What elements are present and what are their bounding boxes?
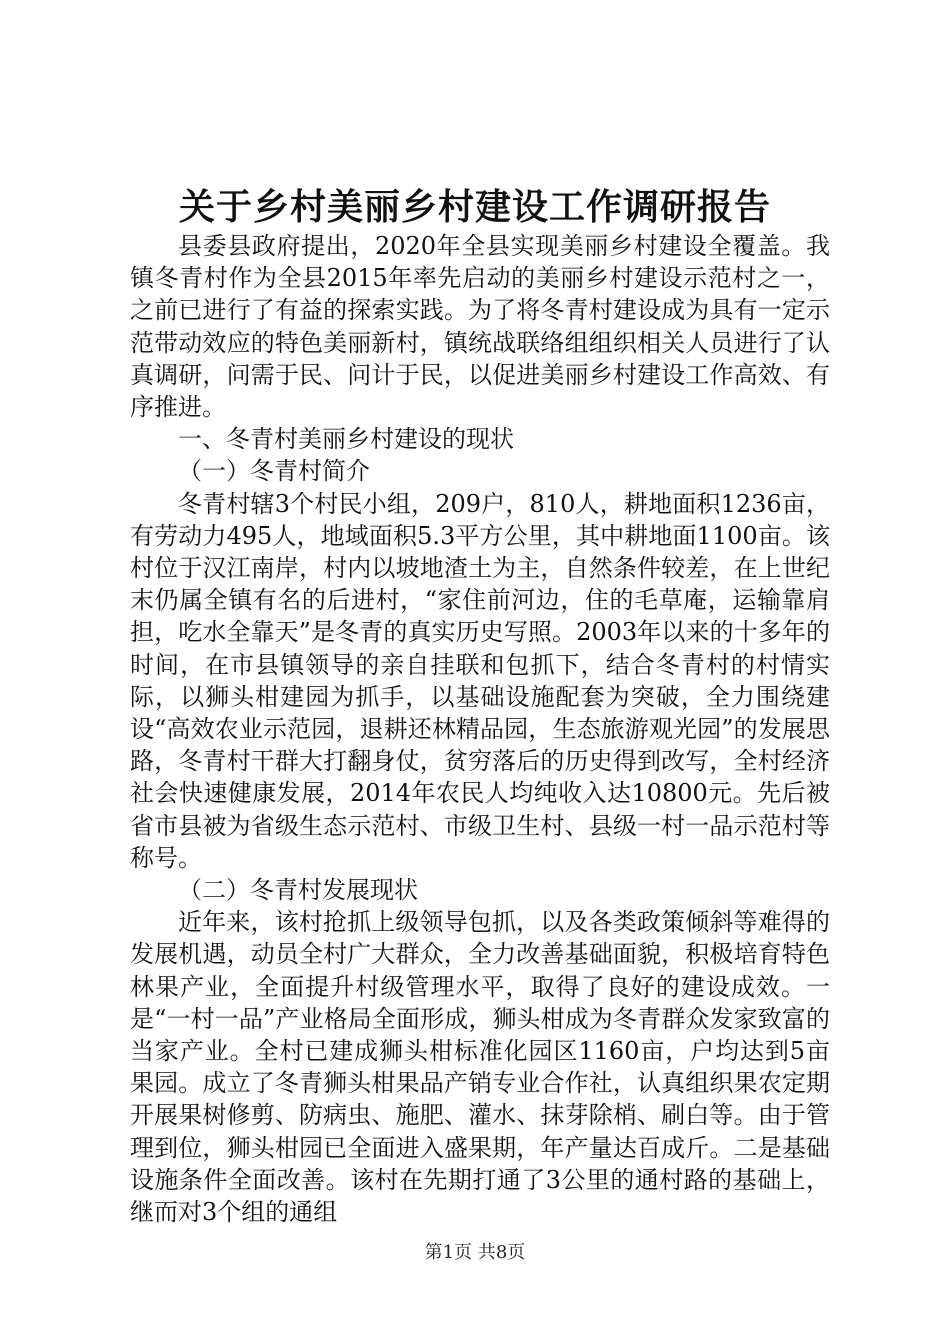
subsection-heading-1: （一）冬青村简介	[178, 457, 370, 486]
document-body	[130, 230, 830, 1228]
subsection-heading-2: （二）冬青村发展现状	[178, 876, 418, 905]
intro-paragraph: 县委县政府提出，2020年全县实现美丽乡村建设全覆盖。我镇冬青村作为全县2015年率先启动的美丽乡村建设示范村之一，之前已进行了有益的探索实践。为了将冬青村建设成为具有一定示范带动效应的特色美丽新村，镇统战联络组组织相关人员进行了认真调研，问需于民、问计于民，以促进美丽乡村建设工作高效、有序推进。	[130, 232, 830, 422]
document-title: 关于乡村美丽乡村建设工作调研报告	[178, 186, 771, 228]
development-paragraph: 近年来，该村抢抓上级领导包抓，以及各类政策倾斜等难得的发展机遇，动员全村广大群众，全力改善基础面貌，积极培育特色林果产业，全面提升村级管理水平，取得了良好的建设成效。一是“一村一品”产业格局全面形成，狮头柑成为冬青群众发家致富的当家产业。全村已建成狮头柑标准化园区1160亩，户均达到5亩果园。成立了冬青狮头柑果品产销专业合作社，认真组织果农定期开展果树修剪、防病虫、施肥、灌水、抹芽除梢、刷白等。由于管理到位，狮头柑园已全面进入盛果期，年产量达百成斤。二是基础设施条件全面改善。该村在先期打通了3公里的通村路的基础上，继而对3个组的通组	[130, 908, 830, 1227]
section-heading-1: 一、冬青村美丽乡村建设的现状	[178, 425, 514, 454]
village-intro-paragraph: 冬青村辖3个村民小组，209户，810人，耕地面积1236亩，有劳动力495人，地域面积5.3平方公里，其中耕地面1100亩。该村位于汉江南岸，村内以坡地渣土为主，自然条件较差，在上世纪末仍属全镇有名的后进村，“家住前河边，住的毛草庵，运输靠肩担，吃水全靠天”是冬青的真实历史写照。2003年以来的十多年的时间，在市县镇领导的亲自挂联和包抓下，结合冬青村的村情实际，以狮头柑建园为抓手，以基础设施配套为突破，全力围绕建设“高效农业示范园，退耕还林精品园，生态旅游观光园”的发展思路，冬青村干群大打翻身仗，贫穷落后的历史得到改写，全村经济社会快速健康发展，2014年农民人均纯收入达10800元。先后被省市县被为省级生态示范村、市级卫生村、县级一村一品示范村等称号。	[130, 489, 830, 872]
page-footer: 第1页 共8页	[424, 1242, 526, 1263]
